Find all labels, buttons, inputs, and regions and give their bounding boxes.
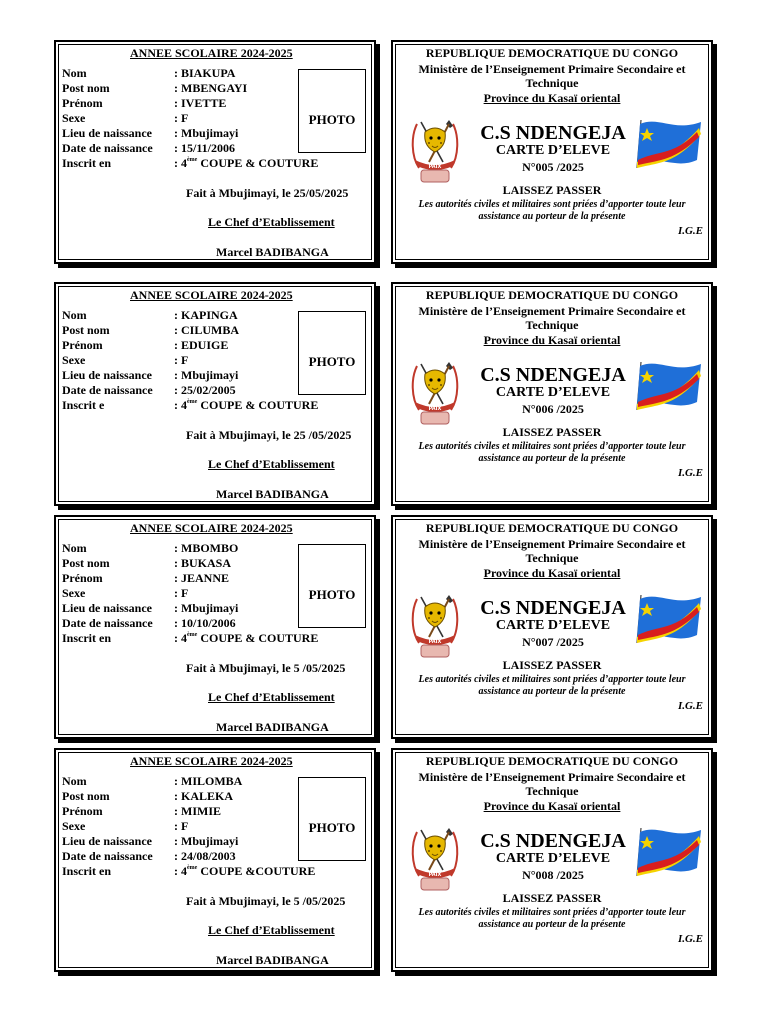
svg-text:PAIX: PAIX [428, 872, 442, 878]
student-card-back [391, 40, 713, 264]
authorities-note: Les autorités civiles et militaires sont priées d’apporter toute leur assistance au porteur de la présente [418, 674, 686, 697]
card-number: N°005 /2025 [522, 160, 584, 174]
authorities-note: Les autorités civiles et militaires sont priées d’apporter toute leur assistance au porteur de la présente [418, 199, 686, 222]
field-label-post_nom: Post nom [62, 789, 110, 803]
field-label-prenom: Prénom [62, 571, 103, 585]
field-value-inscrit: : 4ème COUPE &COUTURE [174, 864, 316, 878]
student-card-back [391, 748, 713, 972]
field-value-inscrit: : 4ème COUPE & COUTURE [174, 398, 319, 412]
school-year: ANNEE SCOLAIRE 2024-2025 [130, 521, 293, 535]
field-label-nom: Nom [62, 774, 87, 788]
republic-title: REPUBLIQUE DEMOCRATIQUE DU CONGO [425, 521, 679, 535]
school-name: C.S NDENGEJA [480, 122, 626, 144]
ige-label: I.G.E [677, 467, 703, 479]
svg-text:PAIX: PAIX [428, 406, 442, 412]
field-value-sexe: : F [174, 353, 189, 367]
field-value-lieu: : Mbujimayi [174, 368, 239, 382]
republic-title: REPUBLIQUE DEMOCRATIQUE DU CONGO [425, 288, 679, 302]
chef-name: Marcel BADIBANGA [216, 720, 329, 734]
field-value-lieu: : Mbujimayi [174, 126, 239, 140]
field-label-lieu: Lieu de naissance [62, 834, 153, 848]
province-title: Province du Kasaï oriental [483, 91, 621, 105]
field-value-prenom: : IVETTE [174, 96, 227, 110]
field-value-inscrit: : 4ème COUPE & COUTURE [174, 631, 319, 645]
field-value-sexe: : F [174, 819, 189, 833]
ige-label: I.G.E [677, 700, 703, 712]
coat-of-arms-icon [409, 591, 461, 661]
field-label-post_nom: Post nom [62, 81, 110, 95]
field-label-sexe: Sexe [62, 353, 86, 367]
card-title: CARTE D’ELEVE [495, 851, 611, 866]
field-value-nom: : BIAKUPA [174, 66, 236, 80]
field-value-nom: : MILOMBA [174, 774, 243, 788]
chef-name: Marcel BADIBANGA [216, 487, 329, 501]
svg-text:PAIX: PAIX [428, 164, 442, 170]
field-value-inscrit: : 4ème COUPE & COUTURE [174, 156, 319, 170]
chef-name: Marcel BADIBANGA [216, 953, 329, 967]
photo-box: PHOTO [298, 311, 366, 395]
photo-box: PHOTO [298, 777, 366, 861]
field-label-lieu: Lieu de naissance [62, 601, 153, 615]
field-label-lieu: Lieu de naissance [62, 126, 153, 140]
ige-label: I.G.E [677, 933, 703, 945]
chef-title: Le Chef d’Etablissement [208, 923, 335, 937]
field-value-lieu: : Mbujimayi [174, 601, 239, 615]
fait-a: Fait à Mbujimayi, le 5 /05/2025 [186, 661, 346, 675]
laissez-passer: LAISSEZ PASSER [502, 658, 602, 672]
field-label-inscrit: Inscrit e [62, 398, 105, 412]
school-name: C.S NDENGEJA [480, 597, 626, 619]
field-value-prenom: : MIMIE [174, 804, 221, 818]
ministry-title: Ministère de l’Enseignement Primaire Secondaire et Technique [418, 537, 686, 565]
field-value-lieu: : Mbujimayi [174, 834, 239, 848]
fait-a: Fait à Mbujimayi, le 25 /05/2025 [186, 428, 352, 442]
student-card-front [54, 40, 376, 264]
coat-of-arms-icon [409, 116, 461, 186]
field-label-sexe: Sexe [62, 111, 86, 125]
laissez-passer: LAISSEZ PASSER [502, 425, 602, 439]
field-value-prenom: : JEANNE [174, 571, 230, 585]
field-label-nom: Nom [62, 308, 87, 322]
laissez-passer: LAISSEZ PASSER [502, 183, 602, 197]
card-title: CARTE D’ELEVE [495, 385, 611, 400]
photo-box: PHOTO [298, 544, 366, 628]
field-label-date: Date de naissance [62, 383, 153, 397]
card-number: N°008 /2025 [522, 868, 584, 882]
chef-title: Le Chef d’Etablissement [208, 457, 335, 471]
ministry-title: Ministère de l’Enseignement Primaire Secondaire et Technique [418, 770, 686, 798]
field-label-sexe: Sexe [62, 819, 86, 833]
field-value-sexe: : F [174, 586, 189, 600]
field-label-post_nom: Post nom [62, 323, 110, 337]
field-value-post_nom: : BUKASA [174, 556, 232, 570]
field-value-nom: : MBOMBO [174, 541, 239, 555]
ige-label: I.G.E [677, 225, 703, 237]
school-name: C.S NDENGEJA [480, 830, 626, 852]
student-card-back [391, 282, 713, 506]
chef-name: Marcel BADIBANGA [216, 245, 329, 259]
field-label-inscrit: Inscrit en [62, 864, 111, 878]
card-number: N°006 /2025 [522, 402, 584, 416]
field-value-date: : 25/02/2005 [174, 383, 236, 397]
field-value-prenom: : EDUIGE [174, 338, 229, 352]
fait-a: Fait à Mbujimayi, le 5 /05/2025 [186, 894, 346, 908]
field-value-date: : 24/08/2003 [174, 849, 236, 863]
ministry-title: Ministère de l’Enseignement Primaire Secondaire et Technique [418, 62, 686, 90]
field-value-date: : 15/11/2006 [174, 141, 236, 155]
school-name: C.S NDENGEJA [480, 364, 626, 386]
field-label-inscrit: Inscrit en [62, 631, 111, 645]
card-title: CARTE D’ELEVE [495, 618, 611, 633]
card-title: CARTE D’ELEVE [495, 143, 611, 158]
field-label-inscrit: Inscrit en [62, 156, 111, 170]
student-card-back [391, 515, 713, 739]
field-label-date: Date de naissance [62, 141, 153, 155]
field-label-nom: Nom [62, 541, 87, 555]
field-label-date: Date de naissance [62, 849, 153, 863]
ministry-title: Ministère de l’Enseignement Primaire Secondaire et Technique [418, 304, 686, 332]
authorities-note: Les autorités civiles et militaires sont priées d’apporter toute leur assistance au porteur de la présente [418, 907, 686, 930]
province-title: Province du Kasaï oriental [483, 566, 621, 580]
student-card-front [54, 282, 376, 506]
field-value-nom: : KAPINGA [174, 308, 238, 322]
field-label-prenom: Prénom [62, 96, 103, 110]
svg-text:PAIX: PAIX [428, 639, 442, 645]
field-label-prenom: Prénom [62, 338, 103, 352]
laissez-passer: LAISSEZ PASSER [502, 891, 602, 905]
student-card-front [54, 748, 376, 972]
field-label-prenom: Prénom [62, 804, 103, 818]
field-value-post_nom: : KALEKA [174, 789, 234, 803]
fait-a: Fait à Mbujimayi, le 25/05/2025 [186, 186, 349, 200]
field-value-post_nom: : CILUMBA [174, 323, 239, 337]
student-card-front [54, 515, 376, 739]
chef-title: Le Chef d’Etablissement [208, 215, 335, 229]
field-label-post_nom: Post nom [62, 556, 110, 570]
school-year: ANNEE SCOLAIRE 2024-2025 [130, 46, 293, 60]
republic-title: REPUBLIQUE DEMOCRATIQUE DU CONGO [425, 754, 679, 768]
republic-title: REPUBLIQUE DEMOCRATIQUE DU CONGO [425, 46, 679, 60]
field-label-nom: Nom [62, 66, 87, 80]
province-title: Province du Kasaï oriental [483, 799, 621, 813]
photo-box: PHOTO [298, 69, 366, 153]
field-label-sexe: Sexe [62, 586, 86, 600]
school-year: ANNEE SCOLAIRE 2024-2025 [130, 754, 293, 768]
field-label-date: Date de naissance [62, 616, 153, 630]
coat-of-arms-icon [409, 824, 461, 894]
field-value-post_nom: : MBENGAYI [174, 81, 248, 95]
coat-of-arms-icon [409, 358, 461, 428]
field-label-lieu: Lieu de naissance [62, 368, 153, 382]
authorities-note: Les autorités civiles et militaires sont priées d’apporter toute leur assistance au porteur de la présente [418, 441, 686, 464]
field-value-date: : 10/10/2006 [174, 616, 236, 630]
school-year: ANNEE SCOLAIRE 2024-2025 [130, 288, 293, 302]
field-value-sexe: : F [174, 111, 189, 125]
card-number: N°007 /2025 [522, 635, 584, 649]
province-title: Province du Kasaï oriental [483, 333, 621, 347]
chef-title: Le Chef d’Etablissement [208, 690, 335, 704]
